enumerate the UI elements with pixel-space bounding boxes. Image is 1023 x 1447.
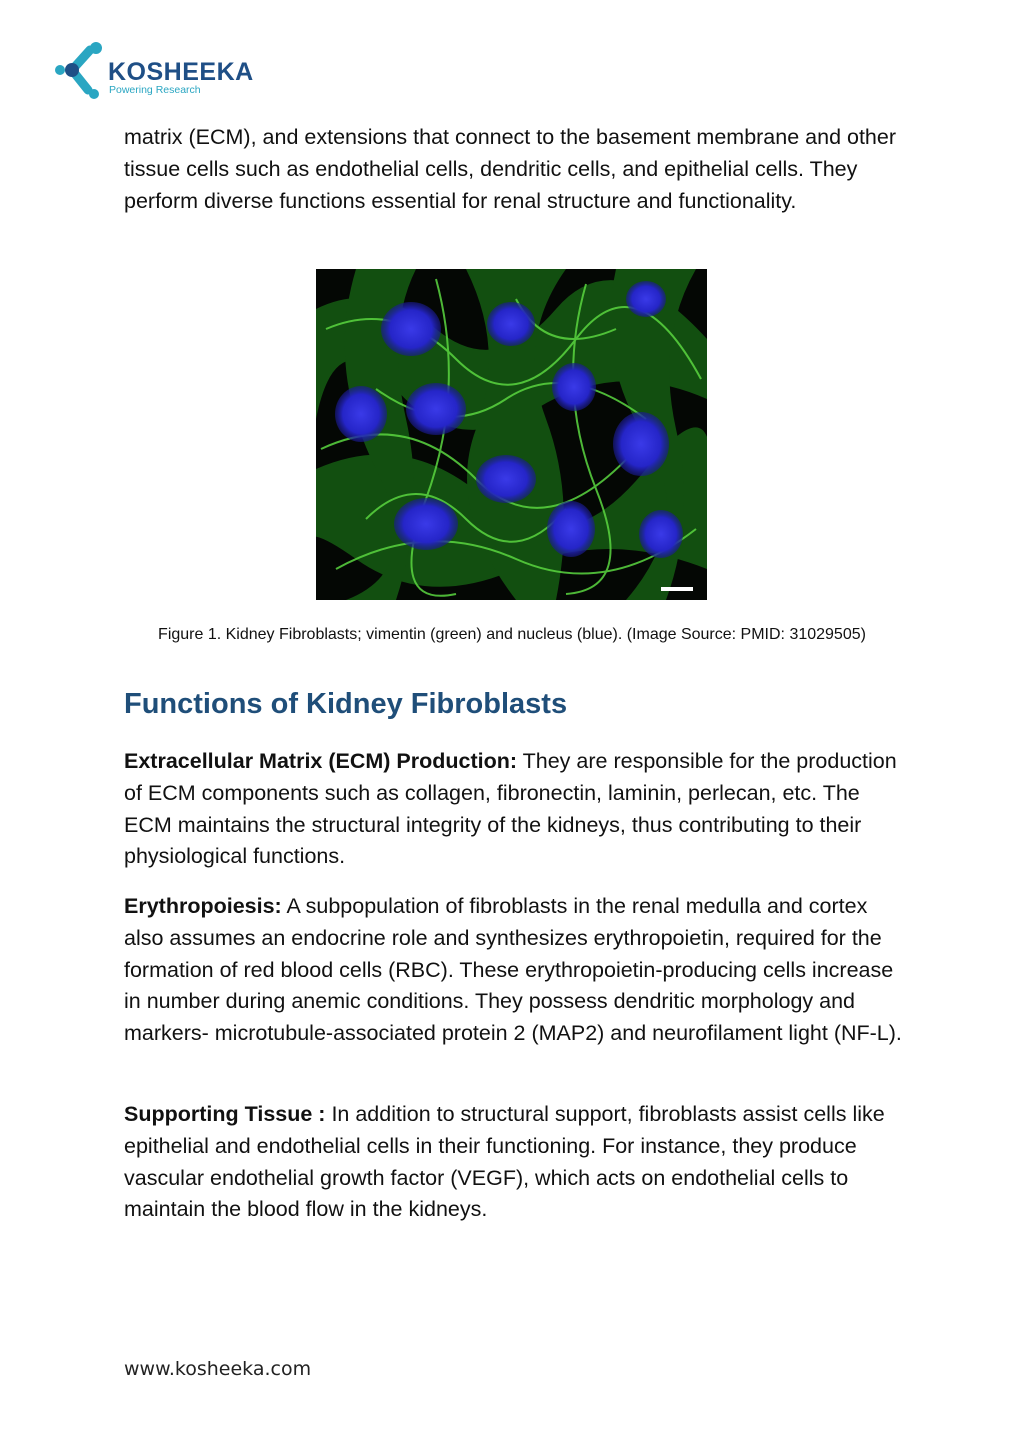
ecm-production-paragraph — [124, 746, 904, 873]
section-heading: Functions of Kidney Fibroblasts — [124, 688, 568, 720]
intro-paragraph: matrix (ECM), and extensions that connect to the basement membrane and other tissue cells such as endothelial cells, dendritic cells, and epithelial cells. They perform diverse functions essential for renal structure and functionality. — [124, 125, 897, 213]
ecm-production-lead: Extracellular Matrix (ECM) Production: — [124, 749, 518, 773]
supporting-tissue-text: In addition to structural support, fibroblasts assist cells like epithelial and endothelial cells in their functioning. For instance, they produce vascular endothelial growth factor (VEGF), which acts on endothelial cells to maintain the blood flow in the kidneys. — [124, 1102, 885, 1222]
footer-url: www.kosheeka.com — [124, 1358, 312, 1380]
micrograph-image-icon — [316, 269, 707, 600]
erythropoiesis-paragraph — [124, 891, 904, 1050]
erythropoiesis-lead: Erythropoiesis: — [124, 894, 282, 918]
molecule-logo-icon — [52, 40, 108, 102]
fibroblast-micrograph — [316, 269, 707, 600]
supporting-tissue-lead: Supporting Tissue : — [124, 1102, 326, 1126]
brand-name: KOSHEEKA — [108, 58, 254, 86]
brand-tagline: Powering Research — [109, 84, 201, 96]
supporting-tissue-paragraph — [124, 1099, 904, 1226]
erythropoiesis-text: A subpopulation of fibroblasts in the renal medulla and cortex also assumes an endocrine role and synthesizes erythropoietin, required for the formation of red blood cells (RBC). These erythropoietin-producing cells increase in number during anemic conditions. They possess dendritic morphology and markers- microtubule-associated protein 2 (MAP2) and neurofilament light (NF-L). — [124, 894, 902, 1046]
kosheeka-logo — [52, 40, 282, 102]
figure-caption: Figure 1. Kidney Fibroblasts; vimentin (green) and nucleus (blue). (Image Source: PMID: 31029505) — [158, 626, 866, 643]
ecm-production-text: They are responsible for the production of ECM components such as collagen, fibronectin, laminin, perlecan, etc. The ECM maintains the structural integrity of the kidneys, thus contributing to their physiological functions. — [124, 749, 897, 869]
